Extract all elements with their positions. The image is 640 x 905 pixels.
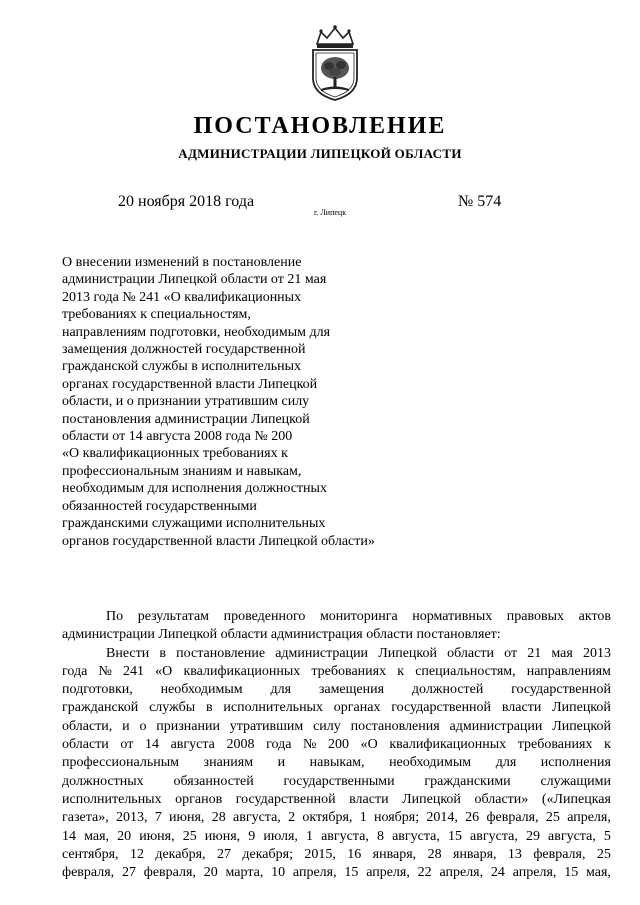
word: органов — [175, 791, 223, 807]
word: 9 — [248, 828, 256, 844]
word: необходимым — [160, 682, 243, 698]
word: 15 — [344, 865, 359, 881]
word: 200 — [328, 737, 349, 753]
word: органах — [333, 700, 381, 716]
word: февраля, — [486, 810, 539, 826]
body-line — [62, 718, 611, 736]
subject-line: 2013 года № 241 «О квалификационных — [62, 289, 302, 305]
word: нормативных — [412, 609, 493, 624]
word: области, — [62, 718, 113, 734]
word: 12 — [129, 846, 144, 862]
word: и — [277, 755, 286, 771]
word: августа — [170, 737, 215, 753]
body-line — [62, 663, 611, 681]
word: 25 — [596, 846, 611, 862]
word: Липецкой — [402, 791, 461, 807]
word: государственными — [283, 773, 395, 789]
word: к — [397, 663, 405, 679]
word: 28 — [427, 846, 442, 862]
word: 1 — [359, 810, 367, 826]
coat-of-arms-icon — [307, 22, 363, 104]
word: 15 — [564, 865, 579, 881]
word: декабря, — [155, 846, 206, 862]
word: 10 — [271, 865, 286, 881]
subject-line: обязанностей государственными — [62, 498, 257, 514]
word: апреля, — [292, 865, 337, 881]
word: в — [205, 700, 213, 716]
word: и — [122, 718, 130, 734]
word: 8 — [376, 828, 384, 844]
word: мая, — [585, 865, 611, 881]
word: августа, — [548, 828, 596, 844]
body-line — [62, 736, 611, 754]
word: навыкам, — [309, 755, 365, 771]
word: замещения — [318, 682, 385, 698]
word: профессиональным — [62, 755, 180, 771]
word: квалификационных — [389, 737, 507, 753]
word: службы — [149, 700, 196, 716]
subject-line: органов государственной власти Липецкой области» — [62, 533, 375, 549]
word: требованиях — [517, 737, 593, 753]
word: исполнения — [540, 755, 611, 771]
word: апреля, — [567, 810, 611, 826]
word: 27 — [216, 846, 231, 862]
word: августа, — [392, 828, 440, 844]
word: мониторинга — [319, 609, 398, 624]
word: постановления — [350, 718, 440, 734]
word: необходимым — [389, 755, 472, 771]
word: государственной — [235, 791, 336, 807]
word: «О — [155, 663, 173, 679]
word: августа, — [233, 810, 281, 826]
word: Липецкой — [552, 718, 611, 734]
word: августа, — [321, 828, 369, 844]
word: служащими — [540, 773, 611, 789]
word: администрации — [275, 645, 369, 661]
word: февраля, — [143, 865, 196, 881]
word: года — [62, 663, 88, 679]
word: утратившим — [229, 718, 304, 734]
word: 20 — [117, 828, 132, 844]
subject-line: направлениям подготовки, необходимым для — [62, 324, 331, 340]
word: июня, — [204, 828, 241, 844]
word: 29 — [525, 828, 540, 844]
word: апреля, — [439, 865, 484, 881]
word: апреля, — [366, 865, 410, 881]
word: года — [266, 737, 292, 753]
word: о — [139, 718, 147, 734]
word: декабря; — [242, 846, 293, 862]
word: области — [62, 737, 109, 753]
word: 22 — [417, 865, 432, 881]
body-line — [62, 828, 611, 846]
word: 25 — [545, 810, 560, 826]
word: Липецкой — [552, 700, 611, 716]
body-line — [62, 791, 611, 809]
word: исполнительных — [62, 791, 162, 807]
word: 25 — [182, 828, 197, 844]
word: результатам — [137, 609, 210, 624]
word: мая, — [84, 828, 110, 844]
word: квалификационных — [183, 663, 301, 679]
subject-line: постановления администрации Липецкой — [62, 411, 310, 427]
word: «О — [360, 737, 378, 753]
word: власти — [501, 700, 542, 716]
word: знаниям — [203, 755, 254, 771]
word: к — [604, 737, 611, 753]
word: («Липецкая — [541, 791, 611, 807]
word: государственной — [511, 682, 611, 698]
word: подготовки, — [62, 682, 133, 698]
word: 2014, — [426, 810, 458, 826]
document-date: 20 ноября 2018 года — [118, 193, 255, 210]
subject-line: «О квалификационных требованиях к — [62, 446, 288, 462]
body-line — [62, 773, 611, 791]
word: Внести — [106, 645, 150, 661]
word: августа, — [470, 828, 518, 844]
word: 20 — [203, 865, 218, 881]
word: 2008 — [226, 737, 255, 753]
word: июня, — [139, 828, 175, 844]
word: июня, — [169, 810, 205, 826]
word: марта, — [225, 865, 264, 881]
word: должностей — [411, 682, 484, 698]
word: требованиях — [311, 663, 387, 679]
word: апреля, — [512, 865, 557, 881]
document-number: № 574 — [458, 193, 502, 210]
word: № — [98, 663, 112, 679]
document-body — [62, 608, 611, 882]
word: силу — [313, 718, 341, 734]
body-line — [62, 864, 611, 882]
body-line — [62, 608, 611, 626]
subject-line: необходимым для исполнения должностных — [62, 481, 327, 497]
word: 14 — [62, 828, 76, 844]
document-place: г. Липецк — [314, 208, 347, 217]
document-issuer: АДМИНИСТРАЦИИ ЛИПЕЦКОЙ ОБЛАСТИ — [178, 146, 462, 161]
document-subject — [62, 254, 422, 550]
word: 2 — [288, 810, 296, 826]
word: 5 — [603, 828, 611, 844]
word: специальностям, — [415, 663, 516, 679]
word: мая — [551, 645, 573, 661]
word: для — [495, 755, 517, 771]
body-line — [62, 846, 611, 864]
word: июля, — [263, 828, 298, 844]
word: ноября; — [373, 810, 420, 826]
word: 24 — [490, 865, 505, 881]
body-line — [62, 645, 611, 663]
subject-line: замещения должностей государственной — [62, 342, 306, 358]
word: № — [303, 737, 317, 753]
body-line — [62, 699, 611, 717]
word: признании — [156, 718, 220, 734]
subject-line: органах государственной власти Липецкой — [62, 376, 318, 392]
word: направлениям — [526, 663, 611, 679]
word: проведенного — [223, 609, 306, 624]
word: октября, — [302, 810, 353, 826]
word: Липецкой — [378, 645, 437, 661]
word: 2013, — [115, 810, 148, 826]
word: сентября, — [62, 846, 119, 862]
word: По — [106, 609, 124, 624]
word: 28 — [211, 810, 226, 826]
subject-line: О внесении изменений в постановление — [62, 255, 302, 270]
word: правовых — [506, 609, 565, 624]
word: 7 — [154, 810, 162, 826]
word: января, — [453, 846, 497, 862]
word: администрации — [449, 718, 543, 734]
word: обязанностей — [173, 773, 254, 789]
word: 26 — [465, 810, 480, 826]
word: 1 — [305, 828, 313, 844]
body-line — [62, 754, 611, 772]
word: февраля, — [62, 865, 115, 881]
subject-line: области, и о признании утратившим силу — [62, 394, 310, 410]
subject-line: требованиях к специальностям, — [62, 307, 251, 323]
word: 16 — [347, 846, 362, 862]
subject-line: гражданскими служащими исполнительных — [62, 516, 326, 532]
word: 241 — [123, 663, 144, 679]
word: должностных — [62, 773, 144, 789]
word: 13 — [507, 846, 522, 862]
word: 27 — [121, 865, 136, 881]
body-line: администрации Липецкой области администрация области постановляет: — [62, 627, 501, 643]
subject-line: гражданской службы в исполнительных — [62, 359, 301, 375]
word: области» — [474, 791, 529, 807]
word: власти — [349, 791, 389, 807]
word: января, — [372, 846, 417, 862]
word: 2013 — [582, 645, 611, 661]
word: государственной — [391, 700, 492, 716]
word: гражданскими — [424, 773, 511, 789]
word: исполнительных — [223, 700, 323, 716]
subject-line: профессиональным знаниям и навыкам, — [62, 463, 302, 479]
word: 14 — [144, 737, 159, 753]
word: в — [159, 645, 166, 661]
body-line — [62, 681, 611, 699]
word: постановление — [176, 645, 266, 661]
word: 2015, — [304, 846, 336, 862]
word: февраля, — [533, 846, 586, 862]
subject-line: администрации Липецкой области от 21 мая — [62, 272, 327, 288]
document-title: ПОСТАНОВЛЕНИЕ — [193, 113, 447, 139]
word: 21 — [527, 645, 542, 661]
subject-line: области от 14 августа 2008 года № 200 — [62, 429, 293, 445]
body-line — [62, 809, 611, 827]
word: от — [120, 737, 134, 753]
word: 15 — [447, 828, 462, 844]
word: области — [447, 645, 494, 661]
word: актов — [578, 609, 611, 624]
word: для — [270, 682, 292, 698]
word: от — [504, 645, 518, 661]
word: газета», — [62, 810, 109, 826]
word: гражданской — [62, 700, 139, 716]
